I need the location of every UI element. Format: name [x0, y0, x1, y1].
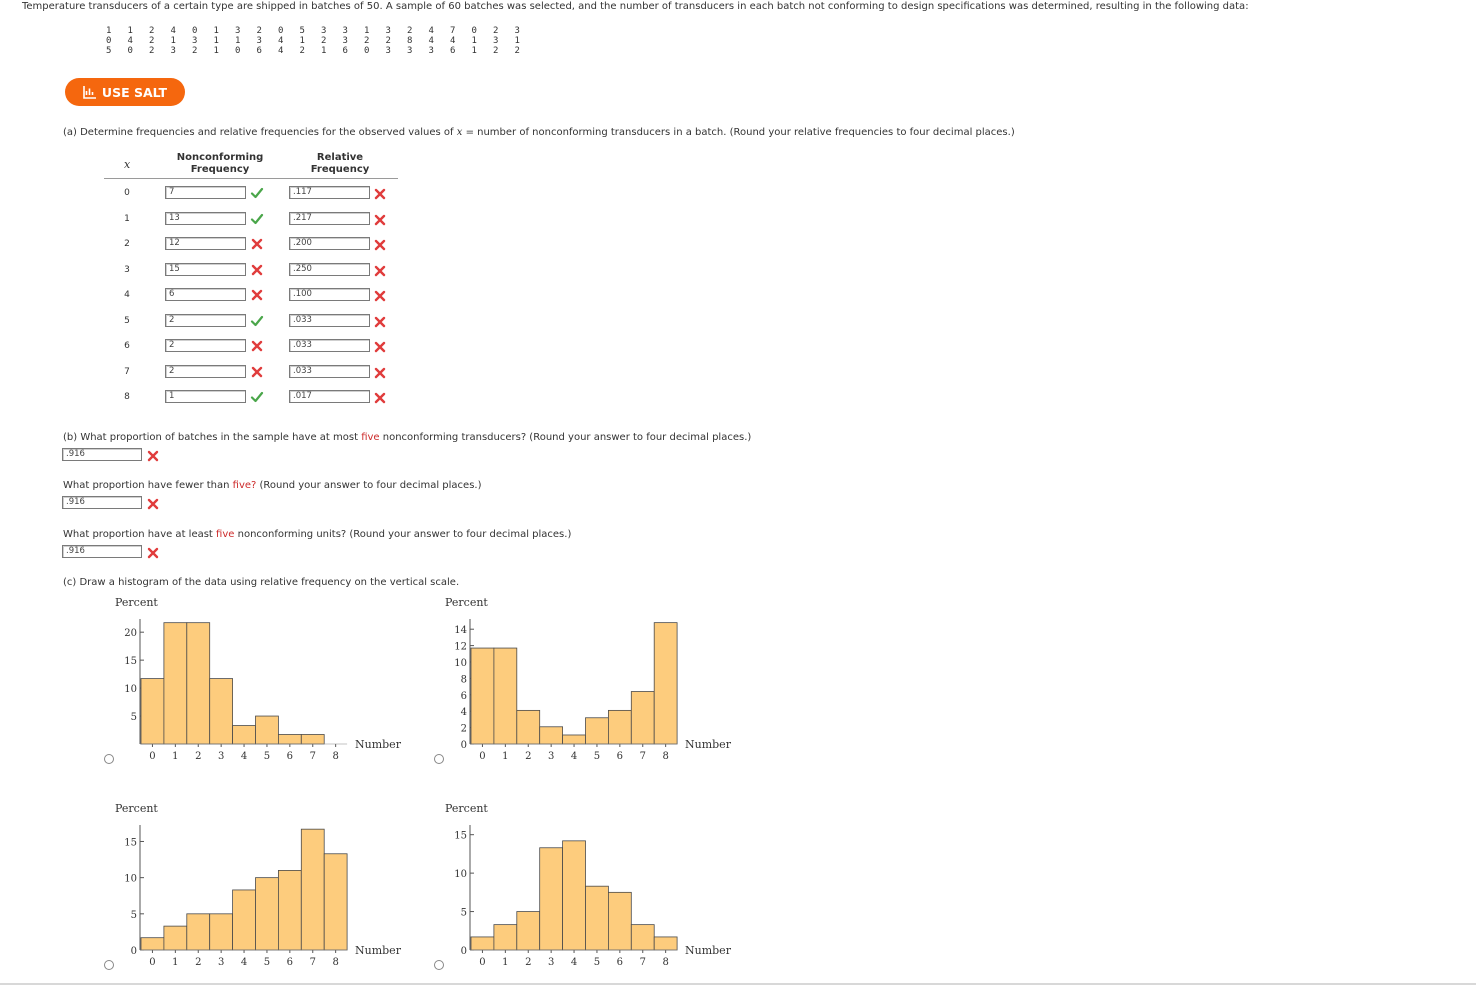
- y-tick-label: 15: [454, 830, 467, 842]
- x-tick-label: 5: [593, 751, 601, 762]
- y-tick-label: 2: [460, 723, 467, 735]
- data-value: 0: [127, 46, 133, 56]
- y-tick-label: 5: [130, 909, 137, 921]
- part-b-question-1: (b) What proportion of batches in the sample have at most five nonconforming transducers? (Round your answer to four decimal places.): [63, 432, 752, 443]
- relative-frequency-input-1[interactable]: .217: [289, 212, 370, 225]
- x-tick-label: 4: [570, 751, 578, 762]
- x-axis-label: Number: [685, 738, 731, 751]
- x-tick-label: 7: [639, 751, 646, 762]
- frequency-input-5[interactable]: 2: [165, 314, 246, 327]
- histogram-bar: [471, 648, 494, 744]
- data-value: 3: [170, 46, 176, 56]
- y-tick-label: 10: [454, 869, 467, 881]
- histogram-bar: [256, 716, 279, 744]
- x-tick-label: 6: [616, 957, 624, 968]
- part-a-prompt: (a) Determine frequencies and relative frequencies for the observed values of x = number of nonconforming transducers in a batch. (Round your relative frequencies to four decimal places.): [63, 127, 1015, 138]
- histogram-bar: [164, 926, 187, 950]
- x-value: 1: [124, 213, 130, 224]
- y-tick-label: 5: [460, 907, 467, 919]
- x-tick-label: 4: [240, 751, 248, 762]
- x-tick-label: 3: [217, 957, 225, 968]
- x-tick-label: 8: [662, 957, 669, 968]
- histogram-bar: [563, 735, 586, 744]
- histogram-bar: [324, 854, 347, 950]
- frequency-input-2[interactable]: 12: [165, 237, 246, 250]
- answer-at-least-five-input[interactable]: .916: [62, 545, 142, 558]
- histogram-bar: [301, 734, 324, 744]
- relative-frequency-input-6[interactable]: .033: [289, 339, 370, 352]
- x-tick-label: 8: [332, 751, 339, 762]
- histogram-bar: [301, 829, 324, 950]
- data-value: 3: [235, 26, 241, 36]
- part-c-prompt: (c) Draw a histogram of the data using relative frequency on the vertical scale.: [63, 577, 460, 588]
- relative-frequency-input-5[interactable]: .033: [289, 314, 370, 327]
- data-value: 5: [106, 46, 112, 56]
- x-axis-label: Number: [355, 944, 401, 957]
- y-tick-label: 14: [454, 625, 467, 637]
- data-value: 1: [213, 46, 219, 56]
- y-axis-label: Percent: [115, 596, 158, 609]
- histogram-bar: [654, 623, 677, 744]
- frequency-input-1[interactable]: 13: [165, 212, 246, 225]
- x-tick-label: 6: [616, 751, 624, 762]
- data-value: 6: [256, 46, 262, 56]
- data-value: 2: [149, 26, 155, 36]
- x-tick-label: 8: [332, 957, 339, 968]
- data-value: 3: [342, 26, 348, 36]
- x-tick-label: 1: [502, 751, 509, 762]
- data-value: 4: [278, 46, 284, 56]
- histogram-bar: [141, 679, 164, 744]
- y-tick-label: 15: [124, 656, 137, 668]
- x-tick-label: 5: [263, 751, 271, 762]
- y-tick-label: 10: [454, 658, 467, 669]
- x-tick-label: 6: [286, 751, 294, 762]
- histogram-bar: [471, 937, 494, 950]
- data-value: 2: [385, 36, 391, 46]
- data-value: 2: [299, 46, 305, 56]
- data-value: 2: [149, 36, 155, 46]
- y-tick-label: 10: [124, 684, 137, 696]
- data-value: 3: [428, 46, 434, 56]
- data-value: 3: [321, 26, 327, 36]
- histogram-bar: [563, 841, 586, 950]
- problem-intro: Temperature transducers of a certain type are shipped in batches of 50. A sample of 60 batches was selected, and the number of transducers in each batch not conforming to design specifications was determined, resulting in the following data:: [22, 1, 1249, 12]
- data-value: 2: [364, 36, 370, 46]
- x-tick-label: 3: [547, 957, 555, 968]
- x-tick-label: 2: [195, 751, 202, 762]
- x-tick-label: 4: [570, 957, 578, 968]
- data-value: 1: [170, 36, 176, 46]
- answer-fewer-than-five-input[interactable]: .916: [62, 496, 142, 509]
- data-value: 1: [127, 26, 133, 36]
- data-value: 1: [299, 36, 305, 46]
- use-salt-label: USE SALT: [101, 84, 168, 100]
- histogram-bar: [233, 890, 256, 950]
- histogram-bar: [278, 734, 301, 744]
- data-value: 1: [213, 26, 219, 36]
- relative-frequency-input-0[interactable]: .117: [289, 186, 370, 199]
- histogram-bar: [164, 623, 187, 744]
- frequency-input-6[interactable]: 2: [165, 339, 246, 352]
- data-value: 4: [450, 36, 456, 46]
- y-tick-label: 20: [124, 628, 137, 640]
- histogram-bar: [256, 878, 279, 950]
- data-value: 4: [278, 36, 284, 46]
- y-tick-label: 6: [460, 690, 467, 702]
- col-header-relative-frequency: Relative Frequency: [310, 152, 370, 175]
- y-tick-label: 4: [460, 707, 467, 719]
- histogram-bar: [233, 726, 256, 744]
- x-tick-label: 0: [149, 957, 156, 968]
- data-value: 7: [450, 26, 456, 36]
- data-value: 1: [321, 46, 327, 56]
- x-tick-label: 7: [309, 957, 316, 968]
- frequency-input-4[interactable]: 6: [165, 288, 246, 301]
- x-tick-label: 8: [662, 751, 669, 762]
- data-value: 0: [278, 26, 284, 36]
- histogram-bar: [631, 925, 654, 950]
- x-tick-label: 2: [195, 957, 202, 968]
- col-header-x: x: [124, 158, 131, 171]
- histogram-bar: [586, 718, 609, 744]
- data-value: 3: [385, 46, 391, 56]
- x-tick-label: 3: [217, 751, 225, 762]
- data-value: 3: [256, 36, 262, 46]
- part-b-question-3: What proportion have at least five nonconforming units? (Round your answer to four decimal places.): [63, 529, 572, 540]
- y-tick-label: 0: [460, 946, 467, 957]
- y-tick-label: 10: [124, 873, 137, 885]
- data-value: 3: [407, 46, 413, 56]
- y-tick-label: 0: [130, 946, 137, 957]
- x-tick-label: 7: [639, 957, 646, 968]
- data-value: 0: [364, 46, 370, 56]
- histogram-bar: [141, 938, 164, 950]
- data-value: 2: [321, 36, 327, 46]
- data-value: 3: [192, 36, 198, 46]
- data-value: 6: [342, 46, 348, 56]
- histogram-bar: [494, 925, 517, 950]
- y-tick-label: 15: [124, 837, 137, 849]
- y-tick-label: 8: [460, 674, 467, 686]
- histogram-bar: [187, 623, 210, 744]
- histogram-bar: [540, 727, 563, 744]
- data-value: 2: [192, 46, 198, 56]
- data-value: 1: [213, 36, 219, 46]
- col-header-frequency: Nonconforming Frequency: [176, 152, 264, 175]
- x-tick-label: 1: [172, 751, 179, 762]
- histogram-bar: [540, 848, 563, 950]
- relative-frequency-input-4[interactable]: .100: [289, 288, 370, 301]
- x-tick-label: 0: [479, 751, 486, 762]
- histogram-bar: [187, 914, 210, 950]
- x-value: 6: [124, 341, 130, 351]
- data-value: 0: [471, 26, 477, 36]
- x-tick-label: 4: [240, 957, 248, 968]
- histogram-bar: [517, 710, 540, 744]
- data-value: 6: [450, 46, 456, 56]
- frequency-input-8[interactable]: 1: [165, 390, 246, 403]
- histogram-bar: [278, 870, 301, 950]
- y-tick-label: 0: [460, 740, 467, 751]
- x-value: 0: [124, 188, 130, 198]
- data-value: 4: [428, 26, 434, 36]
- histogram-bar: [654, 937, 677, 950]
- frequency-input-3[interactable]: 15: [165, 263, 246, 276]
- data-value: 1: [364, 26, 370, 36]
- histogram-bar: [210, 914, 233, 950]
- data-value: 2: [256, 26, 262, 36]
- x-tick-label: 0: [479, 957, 486, 968]
- y-axis-label: Percent: [445, 802, 488, 815]
- x-tick-label: 6: [286, 957, 294, 968]
- x-tick-label: 3: [547, 751, 555, 762]
- x-axis-label: Number: [685, 944, 731, 957]
- histogram-bar: [586, 886, 609, 950]
- x-value: 2: [124, 239, 130, 249]
- relative-frequency-input-3[interactable]: .250: [289, 263, 370, 276]
- x-tick-label: 5: [593, 957, 601, 968]
- x-value: 5: [124, 315, 130, 326]
- x-tick-label: 2: [525, 957, 532, 968]
- data-value: 3: [342, 36, 348, 46]
- frequency-input-0[interactable]: 7: [165, 186, 246, 199]
- relative-frequency-input-7[interactable]: .033: [289, 365, 370, 378]
- y-axis-label: Percent: [445, 596, 488, 609]
- x-tick-label: 7: [309, 751, 316, 762]
- data-value: 1: [471, 36, 477, 46]
- data-value: 0: [235, 46, 241, 56]
- x-tick-label: 1: [172, 957, 179, 968]
- histogram-bar: [608, 710, 631, 744]
- x-value: 3: [124, 264, 130, 275]
- x-axis-label: Number: [355, 738, 401, 751]
- histogram-bar: [517, 912, 540, 950]
- data-value: 4: [170, 26, 176, 36]
- x-value: 8: [124, 392, 130, 402]
- data-value: 1: [514, 36, 520, 46]
- histogram-bar: [631, 692, 654, 744]
- data-value: 5: [299, 26, 305, 36]
- data-value: 4: [127, 36, 133, 46]
- y-tick-label: 12: [454, 641, 467, 653]
- data-value: 2: [149, 46, 155, 56]
- data-value: 2: [493, 26, 499, 36]
- part-b-question-2: What proportion have fewer than five? (Round your answer to four decimal places.): [63, 480, 482, 491]
- data-value: 1: [471, 46, 477, 56]
- x-value: 4: [124, 290, 130, 300]
- data-value: 0: [192, 26, 198, 36]
- relative-frequency-input-8[interactable]: .017: [289, 390, 370, 403]
- x-value: 7: [124, 366, 130, 377]
- histogram-bar: [494, 648, 517, 744]
- data-value: 0: [106, 36, 112, 46]
- data-value: 3: [514, 26, 520, 36]
- y-tick-label: 5: [130, 712, 137, 724]
- data-value: 8: [407, 36, 413, 46]
- data-value: 3: [493, 36, 499, 46]
- data-value: 4: [428, 36, 434, 46]
- histogram-bar: [210, 679, 233, 744]
- x-tick-label: 1: [502, 957, 509, 968]
- answer-at-most-five-input[interactable]: .916: [62, 448, 142, 461]
- x-tick-label: 5: [263, 957, 271, 968]
- histogram-bar: [608, 892, 631, 950]
- y-axis-label: Percent: [115, 802, 158, 815]
- x-tick-label: 2: [525, 751, 532, 762]
- data-value: 3: [385, 26, 391, 36]
- data-value: 2: [514, 46, 520, 56]
- data-value: 2: [493, 46, 499, 56]
- relative-frequency-input-2[interactable]: .200: [289, 237, 370, 250]
- frequency-input-7[interactable]: 2: [165, 365, 246, 378]
- data-value: 1: [235, 36, 241, 46]
- data-value: 1: [106, 26, 112, 36]
- x-tick-label: 0: [149, 751, 156, 762]
- data-value: 2: [407, 26, 413, 36]
